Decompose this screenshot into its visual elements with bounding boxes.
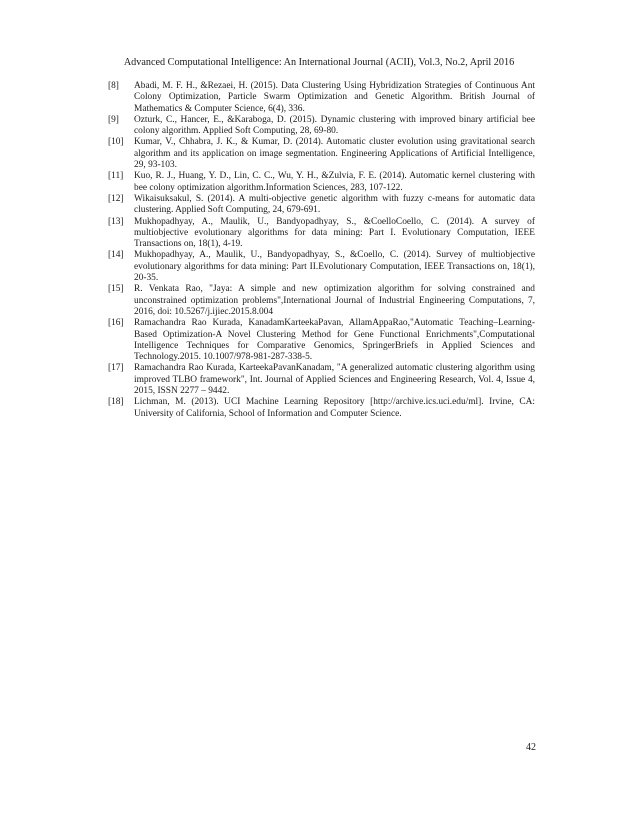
- reference-list: [108, 81, 535, 420]
- reference-number: [11]: [108, 171, 124, 182]
- reference-text: Abadi, M. F. H., &Rezaei, H. (2015). Data Clustering Using Hybridization Strategies of Continuous Ant Colony Optimization, Particle Swarm Optimization and Genetic Algorithm. British Journal of Mathematics & Computer Science, 6(4), 336.: [134, 81, 535, 114]
- reference-item: [108, 250, 535, 284]
- reference-number: [10]: [108, 137, 124, 148]
- reference-text: R. Venkata Rao, "Jaya: A simple and new optimization algorithm for solving constrained and unconstrained optimization problems",International Journal of Industrial Engineering Computations, 7, 2016, doi: 10.5267/j.ijiec.2015.8.004: [134, 284, 535, 317]
- reference-text: Lichman, M. (2013). UCI Machine Learning Repository [http://archive.ics.uci.edu/ml]. Irvine, CA: University of California, School of Information and Computer Science.: [134, 397, 535, 419]
- reference-text: Mukhopadhyay, A., Maulik, U., Bandyopadhyay, S., &CoelloCoello, C. (2014). A survey of multiobjective evolutionary algorithms for data mining: Part I. Evolutionary Computation, IEEE Transactions on, 18(1), 4-19.: [134, 216, 535, 250]
- reference-item: [108, 81, 535, 115]
- reference-number: [17]: [108, 363, 124, 374]
- reference-number: [13]: [108, 216, 124, 227]
- reference-number: [18]: [108, 397, 124, 408]
- reference-item: [108, 363, 535, 397]
- reference-text: Mukhopadhyay, A., Maulik, U., Bandyopadhyay, S., &Coello, C. (2014). Survey of multiobjective evolutionary algorithms for data mining: Part II.Evolutionary Computation, IEEE Transactions on, 18(1), 20-35.: [134, 250, 535, 284]
- reference-number: [15]: [108, 284, 124, 295]
- reference-item: [108, 115, 535, 138]
- reference-number: [9]: [108, 114, 119, 125]
- reference-text: Kumar, V., Chhabra, J. K., & Kumar, D. (2014). Automatic cluster evolution using gravitational search algorithm and its application on image segmentation. Engineering Applications of Artificial Intelligence, 29, 93-103.: [134, 137, 535, 171]
- reference-item: [108, 318, 535, 363]
- reference-number: [12]: [108, 193, 124, 204]
- reference-item: [108, 137, 535, 171]
- reference-item: [108, 171, 535, 194]
- reference-item: [108, 194, 535, 217]
- journal-header: Advanced Computational Intelligence: An International Journal (ACII), Vol.3, No.2, April 2016: [123, 57, 515, 68]
- reference-text: Wikaisuksakul, S. (2014). A multi-objective genetic algorithm with fuzzy c-means for automatic data clustering. Applied Soft Computing, 24, 679-691.: [134, 193, 535, 216]
- reference-number: [14]: [108, 250, 124, 261]
- reference-item: [108, 284, 535, 318]
- reference-item: [108, 397, 535, 420]
- reference-item: [108, 217, 535, 251]
- reference-number: [16]: [108, 318, 124, 329]
- reference-text: Ozturk, C., Hancer, E., &Karaboga, D. (2015). Dynamic clustering with improved binary artificial bee colony algorithm. Applied Soft Computing, 28, 69-80.: [134, 114, 535, 137]
- page-number: 42: [526, 742, 536, 753]
- reference-text: Ramachandra Rao Kurada, KarteekaPavanKanadam, "A generalized automatic clustering algorithm using improved TLBO framework", Int. Journal of Applied Sciences and Engineering Research, Vol. 4, Issue 4, 2015, ISSN 2277 – 9442.: [134, 363, 535, 397]
- reference-number: [8]: [108, 81, 119, 91]
- reference-text: Kuo, R. J., Huang, Y. D., Lin, C. C., Wu, Y. H., &Zulvia, F. E. (2014). Automatic kernel clustering with bee colony optimization algorithm.Information Sciences, 283, 107-122.: [134, 171, 535, 193]
- reference-text: Ramachandra Rao Kurada, KanadamKarteekaPavan, AllamAppaRao,"Automatic Teaching–Learning-Based Optimization-A Novel Clustering Method for Gene Functional Enrichments",Computational Intelligence Techniques for Comparative Genomics, SpringerBriefs in Applied Sciences and Technology.2015. 10.1007/978-981-287-338-5.: [134, 318, 535, 363]
